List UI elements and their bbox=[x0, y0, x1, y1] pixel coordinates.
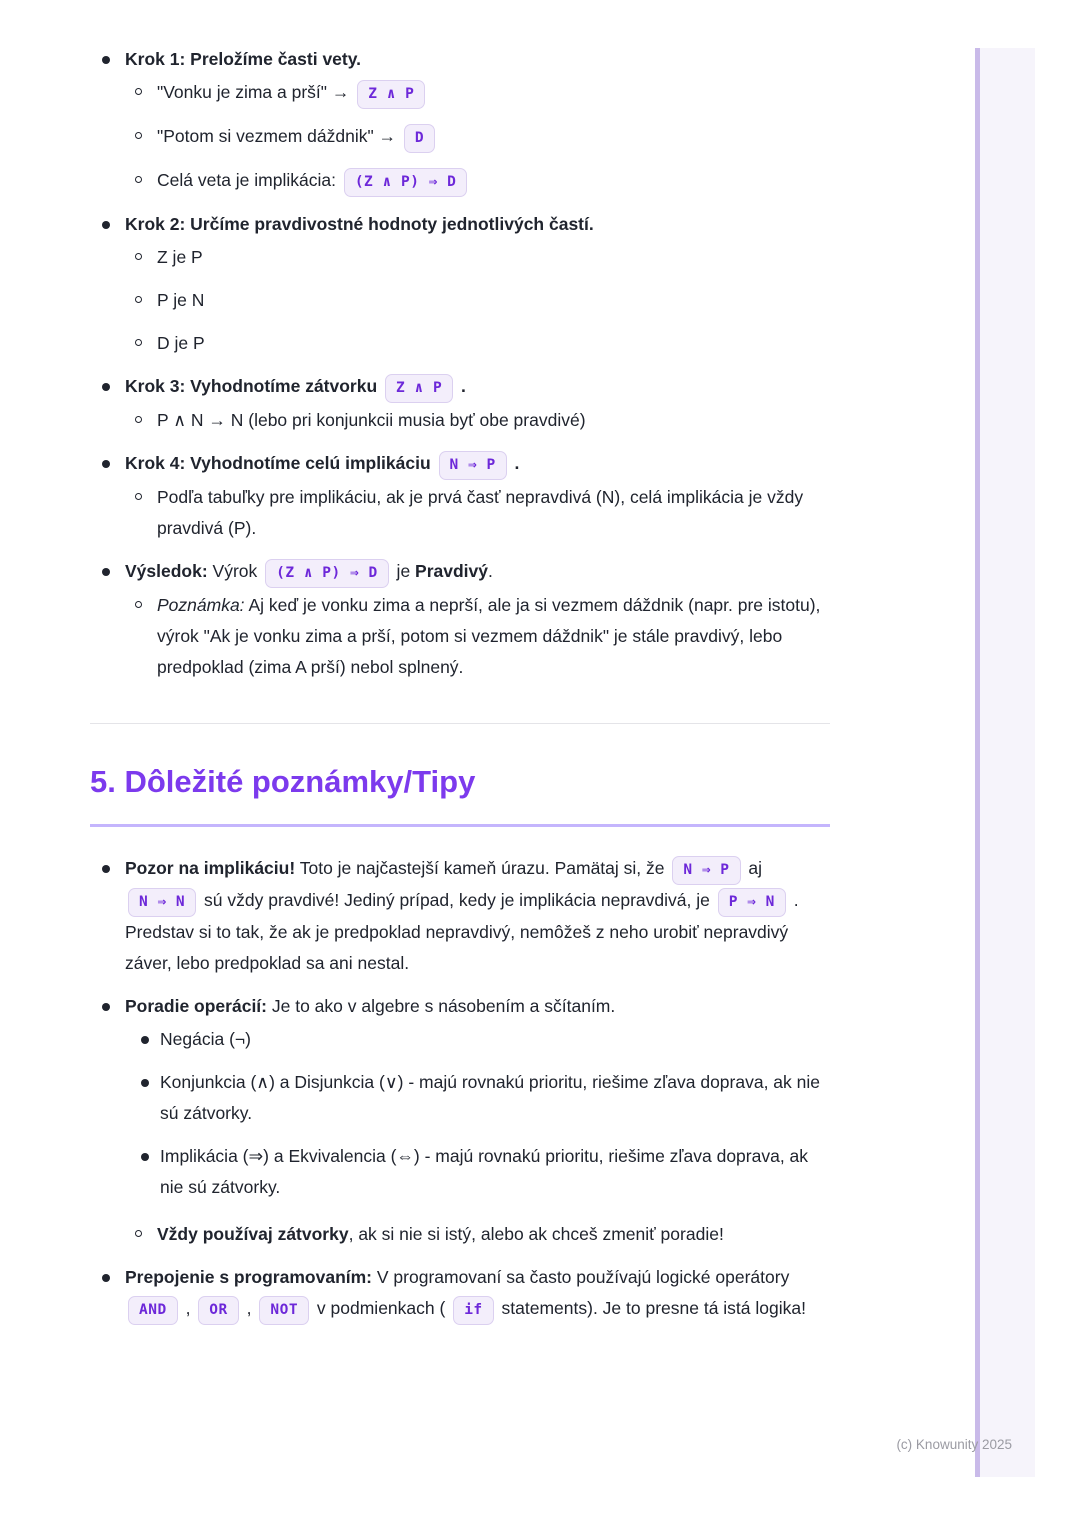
bullet-circle-icon bbox=[135, 601, 142, 608]
list-item bbox=[90, 328, 830, 359]
text-segment: Negácia (¬) bbox=[160, 1029, 251, 1049]
list-item bbox=[90, 482, 830, 544]
text-segment: Pravdivý bbox=[415, 561, 489, 581]
text-segment: Krok 3: Vyhodnotíme zátvorku bbox=[125, 376, 383, 396]
bullet-circle-icon bbox=[135, 416, 142, 423]
text-segment: Poradie operácií: bbox=[125, 996, 267, 1016]
bullet-disc-icon bbox=[102, 460, 110, 468]
bullet-disc-icon bbox=[102, 1274, 110, 1282]
notes-content bbox=[90, 44, 830, 1327]
text-segment: Implikácia (⇒) a Ekvivalencia (⇔) - majú rovnakú prioritu, riešime zľava doprava, ak nie sú zátvorky. bbox=[160, 1146, 809, 1197]
text-segment: Z je P bbox=[157, 247, 203, 267]
code-badge: D bbox=[404, 124, 435, 153]
text-segment: P je N bbox=[157, 290, 205, 310]
list-item bbox=[90, 371, 830, 403]
text-segment: . Predstav si to tak, že ak je predpoklad nepravdivý, nemôžeš z neho urobiť nepravdivý záver, lebo predpoklad sa ani nestal. bbox=[125, 890, 799, 973]
bullet-disc-icon bbox=[141, 1153, 149, 1161]
list-item bbox=[90, 165, 830, 197]
bullet-circle-icon bbox=[135, 339, 142, 346]
code-badge: Z ∧ P bbox=[385, 374, 453, 403]
list-item bbox=[90, 1141, 830, 1203]
text-segment: Pozor na implikáciu! bbox=[125, 858, 296, 878]
code-badge: Z ∧ P bbox=[357, 80, 425, 109]
code-badge: (Z ∧ P) ⇒ D bbox=[265, 559, 389, 588]
code-badge: OR bbox=[198, 1296, 238, 1325]
text-segment: Toto je najčastejší kameň úrazu. Pamätaj si, že bbox=[295, 858, 670, 878]
section-heading: 5. Dôležité poznámky/Tipy bbox=[90, 762, 830, 827]
bullet-disc-icon bbox=[102, 221, 110, 229]
code-badge: N ⇒ P bbox=[672, 856, 740, 885]
bullet-circle-icon bbox=[135, 253, 142, 260]
bullet-disc-icon bbox=[102, 383, 110, 391]
list-item bbox=[90, 77, 830, 109]
bullet-disc-icon bbox=[102, 865, 110, 873]
text-segment: , bbox=[241, 1298, 257, 1318]
code-badge: N ⇒ P bbox=[439, 451, 507, 480]
list-item bbox=[90, 405, 830, 436]
text-segment: statements). Je to presne tá istá logika! bbox=[496, 1298, 806, 1318]
list-item bbox=[90, 1024, 830, 1055]
text-segment: Krok 2: Určíme pravdivostné hodnoty jednotlivých častí. bbox=[125, 214, 594, 234]
bullet-circle-icon bbox=[135, 1230, 142, 1237]
text-segment: Podľa tabuľky pre implikáciu, ak je prvá časť nepravdivá (N), celá implikácia je vždy pravdivá (P). bbox=[157, 487, 804, 538]
text-segment: . bbox=[456, 376, 466, 396]
text-segment: Celá veta je implikácia: bbox=[157, 170, 341, 190]
code-badge: if bbox=[453, 1296, 493, 1325]
text-segment: Aj keď je vonku zima a neprší, ale ja si vezmem dáždnik (napr. pre istotu), výrok "Ak je vonku zima a prší, potom si vezmem dáždnik" je stále pravdivý, lebo predpoklad (zima A prší) nebol splnený. bbox=[157, 595, 821, 677]
text-segment: Prepojenie s programovaním: bbox=[125, 1267, 373, 1287]
code-badge: AND bbox=[128, 1296, 178, 1325]
bullet-circle-icon bbox=[135, 296, 142, 303]
list-item bbox=[90, 1262, 830, 1325]
text-segment: , ak si nie si istý, alebo ak chceš zmeniť poradie! bbox=[348, 1224, 724, 1244]
bullet-circle-icon bbox=[135, 88, 142, 95]
text-segment: sú vždy pravdivé! Jediný prípad, kedy je implikácia nepravdivá, je bbox=[199, 890, 715, 910]
list-item bbox=[90, 556, 830, 588]
list-item bbox=[90, 1219, 830, 1250]
text-segment: "Potom si vezmem dáždnik" → bbox=[157, 126, 401, 146]
bullet-disc-icon bbox=[141, 1079, 149, 1087]
text-segment: Je to ako v algebre s násobením a sčítaním. bbox=[267, 996, 616, 1016]
bullet-disc-icon bbox=[141, 1036, 149, 1044]
text-segment: Výsledok: bbox=[125, 561, 208, 581]
text-segment: "Vonku je zima a prší" → bbox=[157, 82, 355, 102]
steps-list bbox=[90, 44, 830, 683]
code-badge: N ⇒ N bbox=[128, 888, 196, 917]
text-segment: aj bbox=[743, 858, 762, 878]
section-divider bbox=[90, 723, 830, 724]
list-item bbox=[90, 590, 830, 683]
code-badge: (Z ∧ P) ⇒ D bbox=[344, 168, 468, 197]
bullet-disc-icon bbox=[102, 56, 110, 64]
code-badge: P ⇒ N bbox=[718, 888, 786, 917]
list-item bbox=[90, 44, 830, 75]
bullet-disc-icon bbox=[102, 1003, 110, 1011]
bullet-disc-icon bbox=[102, 568, 110, 576]
list-item bbox=[90, 285, 830, 316]
list-item bbox=[90, 991, 830, 1022]
list-item bbox=[90, 1067, 830, 1129]
copyright-note: (c) Knowunity 2025 bbox=[896, 1437, 1012, 1452]
text-segment: Výrok bbox=[207, 561, 263, 581]
text-segment: Krok 1: Preložíme časti vety. bbox=[125, 49, 362, 69]
right-margin-rail bbox=[975, 48, 1035, 1477]
list-item bbox=[90, 121, 830, 153]
text-segment: Krok 4: Vyhodnotíme celú implikáciu bbox=[125, 453, 436, 473]
bullet-circle-icon bbox=[135, 493, 142, 500]
text-segment: D je P bbox=[157, 333, 205, 353]
list-item bbox=[90, 242, 830, 273]
text-segment: , bbox=[180, 1298, 196, 1318]
text-segment: Poznámka: bbox=[157, 595, 245, 615]
text-segment: v podmienkach ( bbox=[312, 1298, 451, 1318]
text-segment: je bbox=[391, 561, 416, 581]
bullet-circle-icon bbox=[135, 132, 142, 139]
text-segment: . bbox=[488, 561, 493, 581]
bullet-circle-icon bbox=[135, 176, 142, 183]
list-item bbox=[90, 209, 830, 240]
text-segment: P ∧ N → N (lebo pri konjunkcii musia byť obe pravdivé) bbox=[157, 410, 586, 430]
list-item bbox=[90, 853, 830, 979]
tips-list bbox=[90, 853, 830, 1325]
text-segment: V programovaní sa často používajú logické operátory bbox=[372, 1267, 790, 1287]
text-segment: . bbox=[509, 453, 520, 473]
text-segment: Vždy používaj zátvorky bbox=[157, 1224, 349, 1244]
text-segment: Konjunkcia (∧) a Disjunkcia (∨) - majú rovnakú prioritu, riešime zľava doprava, ak nie sú zátvorky. bbox=[160, 1072, 821, 1123]
list-item bbox=[90, 448, 830, 480]
code-badge: NOT bbox=[259, 1296, 309, 1325]
